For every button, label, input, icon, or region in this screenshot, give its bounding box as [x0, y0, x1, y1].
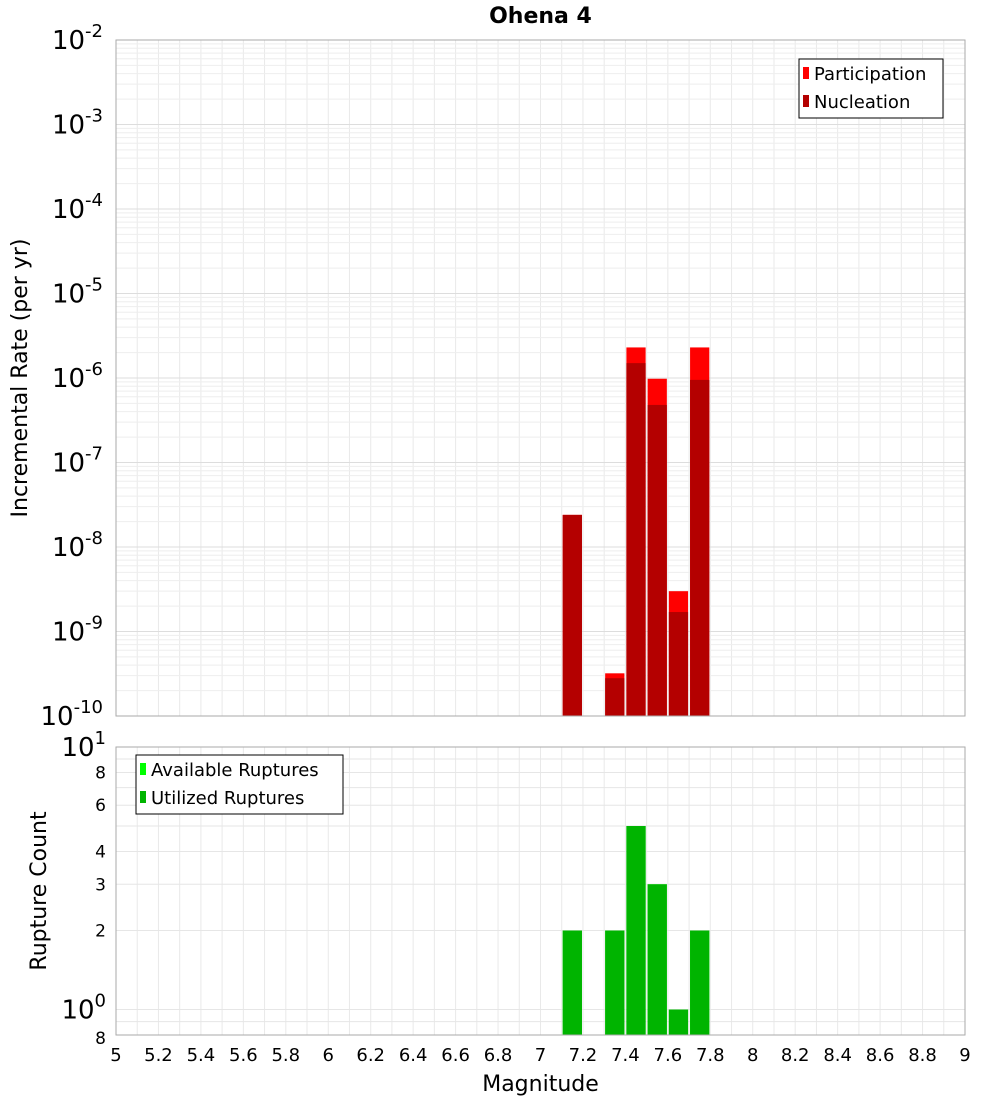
- bottom-y-tick-label: 6: [95, 796, 106, 817]
- bottom-y-tick-label: 4: [95, 842, 106, 863]
- bottom-y-axis-label: Rupture Count: [27, 811, 52, 971]
- nucleation-bar: [648, 405, 667, 716]
- top-legend-swatch: [803, 67, 809, 79]
- nucleation-bar: [626, 363, 645, 716]
- bottom-y-tick-label: 8: [95, 763, 106, 784]
- x-tick-label: 5.4: [186, 1045, 216, 1066]
- bottom-legend-swatch: [140, 763, 146, 775]
- x-tick-label: 8.4: [823, 1045, 852, 1066]
- x-tick-label: 7: [534, 1045, 547, 1066]
- x-tick-label: 8.6: [865, 1045, 895, 1066]
- nucleation-bar: [669, 612, 688, 716]
- utilized-ruptures-bar: [563, 931, 582, 1035]
- nucleation-bar: [690, 380, 709, 716]
- utilized-ruptures-bar: [605, 931, 624, 1035]
- top-y-tick-label: $10^{-5}$: [51, 274, 103, 310]
- bottom-y-tick-label: $10^0$: [61, 990, 106, 1026]
- nucleation-bar: [563, 515, 582, 716]
- x-tick-label: 7.2: [568, 1045, 598, 1066]
- top-legend-label: Participation: [814, 64, 927, 85]
- bottom-y-tick-label: $10^1$: [61, 728, 106, 763]
- top-y-tick-label: $10^{-10}$: [40, 697, 103, 732]
- bottom-y-tick-label: 3: [95, 875, 106, 896]
- x-tick-label: 6.4: [398, 1045, 428, 1066]
- bottom-y-tick-label: 8: [95, 1029, 106, 1049]
- top-y-tick-label: $10^{-9}$: [51, 612, 103, 648]
- x-tick-label: 8.2: [780, 1045, 810, 1066]
- x-tick-label: 5.2: [144, 1045, 173, 1066]
- bottom-legend: [136, 755, 343, 814]
- bottom-legend-swatch: [140, 791, 146, 803]
- x-tick-label: 6.8: [483, 1045, 513, 1066]
- x-tick-label: 6.6: [441, 1045, 470, 1066]
- bottom-legend-label: Utilized Ruptures: [151, 788, 305, 809]
- x-tick-label: 6.2: [356, 1045, 386, 1066]
- top-y-tick-label: $10^{-7}$: [51, 443, 103, 479]
- top-legend: [799, 59, 943, 118]
- top-y-tick-label: $10^{-6}$: [51, 359, 103, 394]
- x-tick-label: 7.6: [653, 1045, 683, 1066]
- grid-lines: [116, 40, 965, 1035]
- top-legend-label: Nucleation: [814, 92, 911, 113]
- x-tick-label: 7.4: [611, 1045, 640, 1066]
- x-tick-label: 8.8: [908, 1045, 937, 1066]
- x-tick-label: 6: [322, 1045, 334, 1066]
- bottom-legend-label: Available Ruptures: [151, 760, 319, 781]
- utilized-ruptures-bar: [648, 884, 667, 1035]
- top-y-tick-label: $10^{-3}$: [51, 105, 103, 141]
- x-tick-label: 5.6: [229, 1045, 258, 1066]
- top-y-tick-label: $10^{-2}$: [51, 21, 103, 56]
- x-tick-label: 7.8: [695, 1045, 725, 1066]
- bottom-y-tick-label: 2: [95, 921, 106, 942]
- x-tick-label: 5.8: [271, 1045, 301, 1066]
- top-y-axis-label: Incremental Rate (per yr): [8, 238, 33, 518]
- x-tick-label: 8: [747, 1045, 759, 1066]
- top-y-tick-label: $10^{-4}$: [51, 190, 103, 225]
- utilized-ruptures-bar: [690, 931, 709, 1035]
- utilized-ruptures-bar: [669, 1010, 688, 1035]
- top-y-tick-label: $10^{-8}$: [51, 528, 103, 563]
- x-tick-label: 5: [110, 1045, 122, 1066]
- chart-title: Ohena 4: [489, 4, 592, 29]
- utilized-ruptures-bar: [626, 826, 645, 1035]
- nucleation-bar: [605, 678, 624, 716]
- x-axis-label: Magnitude: [482, 1072, 599, 1097]
- x-tick-label: 9: [959, 1045, 971, 1066]
- top-legend-swatch: [803, 95, 809, 107]
